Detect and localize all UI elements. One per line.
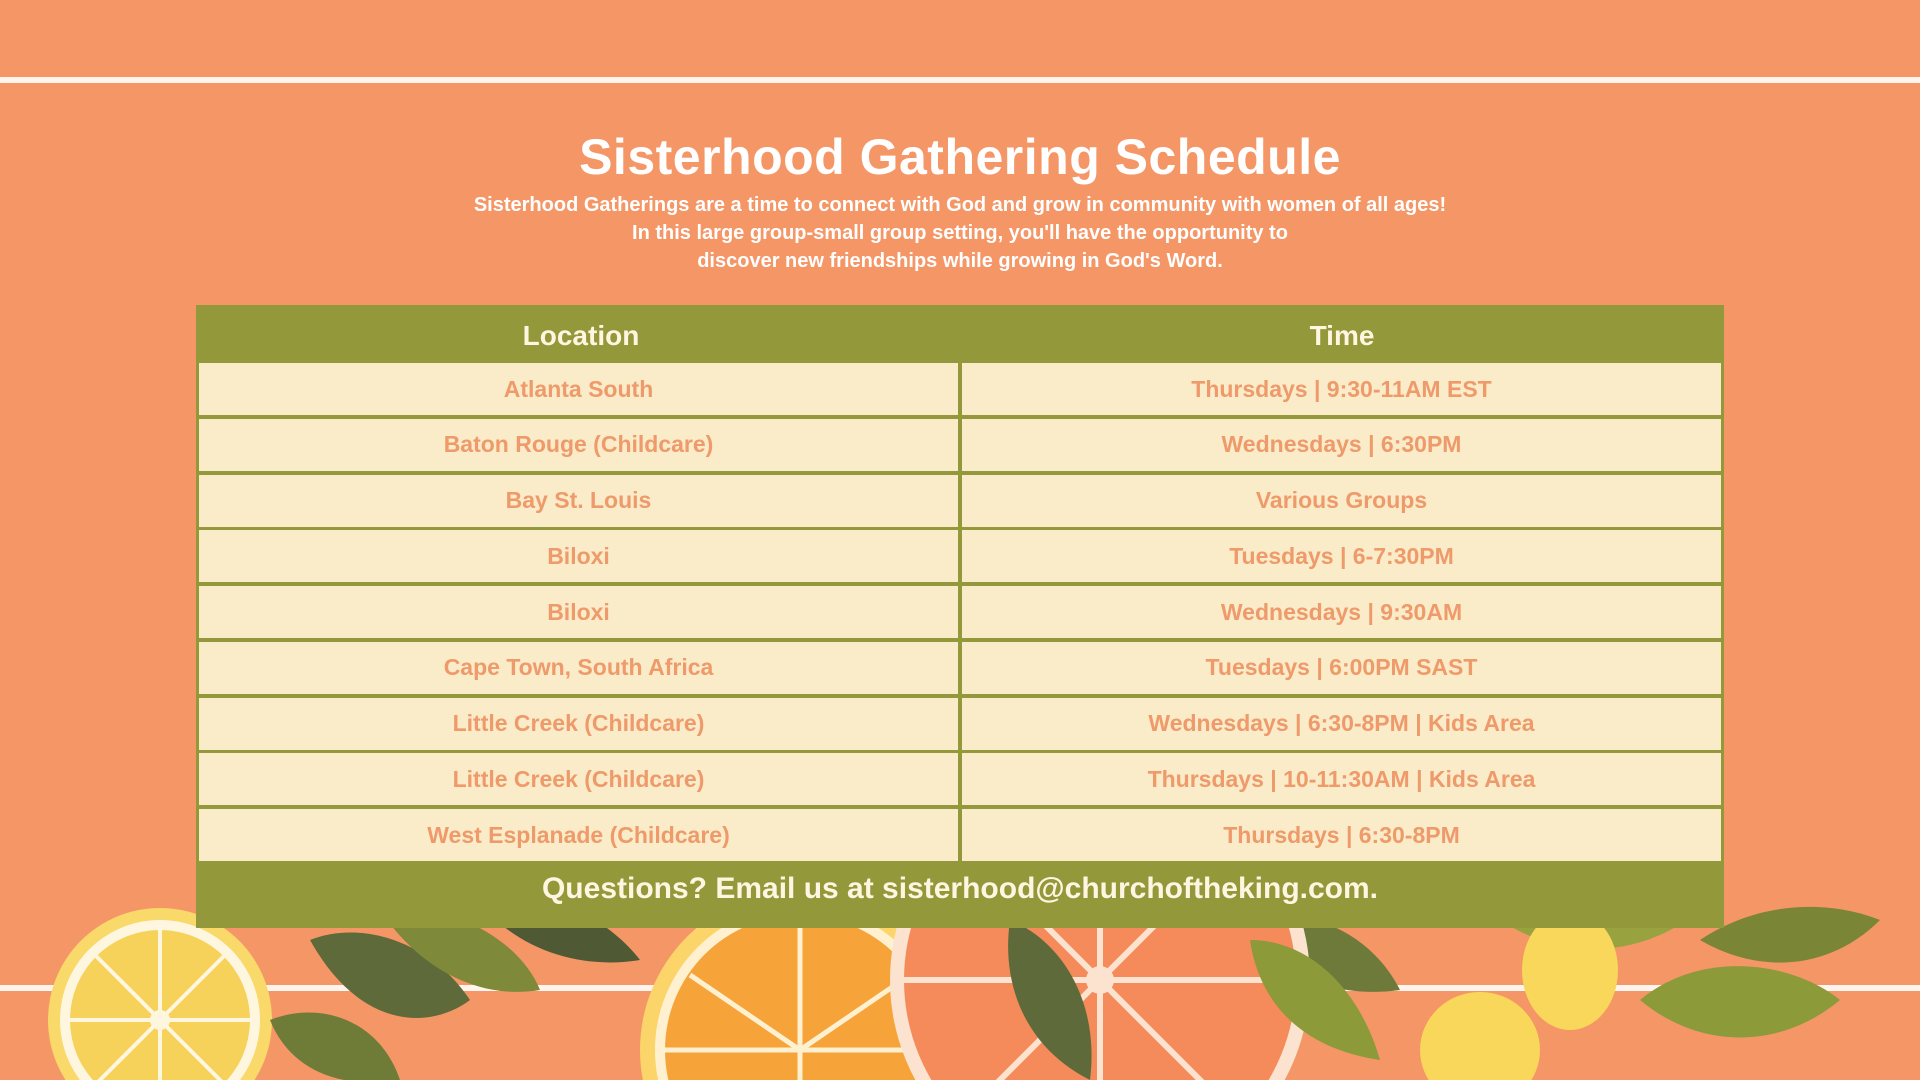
location-cell: West Esplanade (Childcare) [199,809,958,861]
time-cell: Wednesdays | 6:30-8PM | Kids Area [962,698,1721,750]
time-cell: Thursdays | 10-11:30AM | Kids Area [962,753,1721,805]
page-header [0,125,1920,275]
table-row [199,475,1721,527]
table-row [199,586,1721,638]
table-row [199,419,1721,471]
location-cell: Bay St. Louis [199,475,958,527]
time-cell: Thursdays | 6:30-8PM [962,809,1721,861]
table-row [199,753,1721,805]
time-cell: Tuesdays | 6-7:30PM [962,530,1721,582]
contact-footer: Questions? Email us at sisterhood@churchoftheking.com. [541,872,1379,905]
location-cell: Biloxi [199,586,958,638]
time-cell: Various Groups [962,475,1721,527]
location-cell: Cape Town, South Africa [199,642,958,694]
table-row [199,809,1721,861]
time-column-header: Time [1309,320,1375,351]
intro-line-3: discover new friendships while growing in God's Word. [697,250,1223,272]
schedule-table [199,363,1721,865]
intro-line-2: In this large group-small group setting, you'll have the opportunity to [632,222,1288,244]
location-column-header: Location [522,320,640,351]
lemon-slice-icon [48,908,272,1080]
time-cell: Wednesdays | 9:30AM [962,586,1721,638]
location-cell: Biloxi [199,530,958,582]
table-row [199,642,1721,694]
page-title: Sisterhood Gathering Schedule [579,129,1341,185]
location-cell: Atlanta South [199,363,958,415]
time-cell: Tuesdays | 6:00PM SAST [962,642,1721,694]
schedule-panel [196,305,1724,928]
intro-text [0,191,1920,275]
table-row [199,530,1721,582]
table-row [199,363,1721,415]
location-cell: Little Creek (Childcare) [199,698,958,750]
time-cell: Wednesdays | 6:30PM [962,419,1721,471]
table-row [199,698,1721,750]
intro-line-1: Sisterhood Gatherings are a time to connect with God and grow in community with women of all ages! [473,194,1447,216]
location-cell: Baton Rouge (Childcare) [199,419,958,471]
top-divider-line [0,77,1920,83]
time-cell: Thursdays | 9:30-11AM EST [962,363,1721,415]
location-cell: Little Creek (Childcare) [199,753,958,805]
